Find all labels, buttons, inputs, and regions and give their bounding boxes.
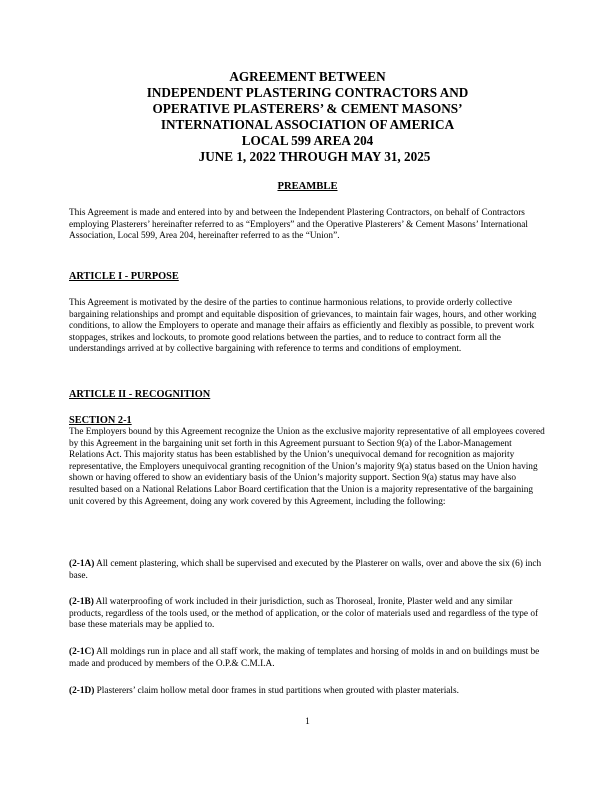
clause-2-1c <box>69 647 547 670</box>
clause-text: All cement plastering, which shall be supervised and executed by the Plasterer on walls, over and above the six (6) inch base. <box>69 559 542 581</box>
page-number: 1 <box>305 717 310 727</box>
clause-2-1b <box>69 597 547 632</box>
title-line-6: JUNE 1, 2022 THROUGH MAY 31, 2025 <box>198 149 431 165</box>
preamble-heading: PREAMBLE <box>277 181 338 192</box>
title-line-1: AGREEMENT BETWEEN <box>229 69 386 84</box>
clause-code: (2-1C) <box>69 647 95 657</box>
article-1-heading: ARTICLE I - PURPOSE <box>69 271 179 282</box>
article-1-paragraph: This Agreement is motivated by the desire of the parties to continue harmonious relations, to provide orderly collective bargaining relationships and prompt and equitable disposition of grievances, to maintain fair wages, hours, and other working conditions, to allow the Employers to operate and manage their affairs as efficiently and flexibly as possible, to prevent work stoppages, strikes and lockouts, to promote good relations between the parties, and to reduce to contract form all the understandings arrived at by collective bargaining with reference to terms and conditions of employment. <box>69 298 537 355</box>
agreement-title <box>60 69 555 166</box>
clause-text: Plasterers’ claim hollow metal door frames in stud partitions when grouted with plaster materials. <box>94 686 459 696</box>
article-2-heading: ARTICLE II - RECOGNITION <box>69 389 211 400</box>
clause-text: All moldings run in place and all staff work, the making of templates and horsing of molds in and on buildings must be made and produced by members of the O.P.& C.M.I.A. <box>69 647 540 669</box>
title-line-3: OPERATIVE PLASTERERS’ & CEMENT MASONS’ <box>152 101 463 117</box>
section-2-1-paragraph: The Employers bound by this Agreement recognize the Union as the exclusive majority representative of all employees covered by this Agreement in the bargaining unit set forth in this Agreement pursuant to Section 9(a) of the Labor-Management Relations Act. This majority status has been established by the Union’s unequivocal demand for recognition as majority representative, the Employers unequivocal granting recognition of the Union’s majority 9(a) status based on the Union having shown or having offered to show an evidentiary basis of the Union’s majority support. Section 9(a) status may have also resulted based on a National Relations Labor Board certification that the Union is a majority representative of the bargaining unit covered by this Agreement, doing any work covered by this Agreement, including the following: <box>69 427 545 507</box>
clause-code: (2-1A) <box>69 559 95 569</box>
clause-2-1a <box>69 559 547 582</box>
clause-code: (2-1B) <box>69 597 94 607</box>
title-line-2: INDEPENDENT PLASTERING CONTRACTORS AND <box>146 85 469 101</box>
clause-text: All waterproofing of work included in their jurisdiction, such as Thoroseal, Ironite, Plaster weld and any similar products, regardless of the tools used, or the method of application, or the color of materials used and regardless of the type of base these materials may be applied to. <box>69 597 539 631</box>
section-2-1-heading: SECTION 2-1 <box>69 415 132 426</box>
preamble-paragraph: This Agreement is made and entered into by and between the Independent Plastering Contractors, on behalf of Contractors employing Plasterers’ hereinafter referred to as “Employers” and the Operative Plasterers’ & Cement Masons’ International Association, Local 599, Area 204, hereinafter referred to as the “Union”. <box>69 208 528 242</box>
clause-code: (2-1D) <box>69 686 95 696</box>
title-line-5: LOCAL 599 AREA 204 <box>241 133 374 149</box>
clause-2-1d <box>69 686 547 698</box>
title-line-4: INTERNATIONAL ASSOCIATION OF AMERICA <box>160 117 455 133</box>
